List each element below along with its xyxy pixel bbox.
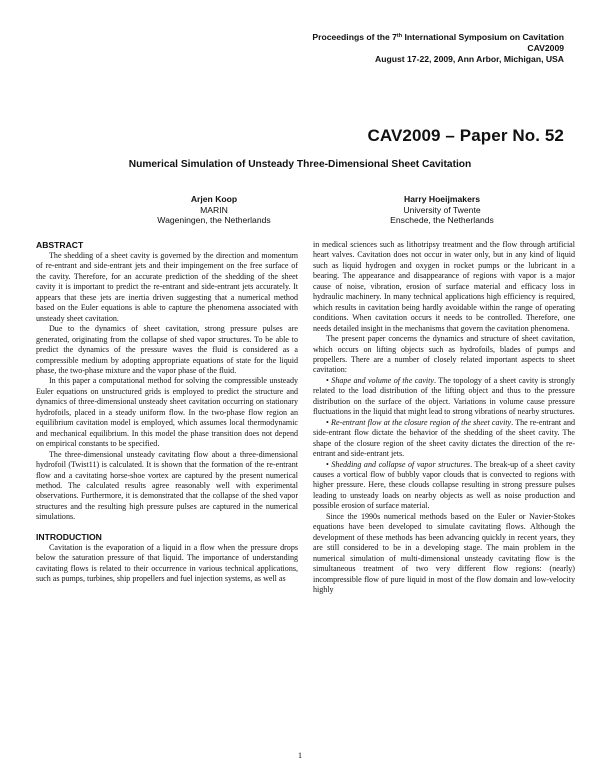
bullet-lead: Shape and volume of the cavity (331, 375, 434, 385)
bullet-item: • Shedding and collapse of vapor structures. The break-up of a sheet cavity causes a vortical flow of bubbly vapor clouds that is convected to regions with higher pressure. Here, these clouds collapse resulting in strong pressure pulses leading to unsteady loads on nearby objects as well as noise production and possible erosion of surface material. (313, 459, 575, 511)
paper-title: Numerical Simulation of Unsteady Three-Dimensional Sheet Cavitation (128, 159, 472, 170)
intro-paragraph: Since the 1990s numerical methods based on the Euler or Navier-Stokes equations have been developed to simulate cavitating flows. Although the development of these methods has been advancing quickly in recent years, they are still considered to be in a developing stage. The main problem in the numerical simulation of multi-dimensional unsteady cavitating flow is the simultaneous treatment of two very different flow regions: (nearly) incompressible flow of pure liquid in most of the flow domain and low-velocity highly (313, 511, 575, 594)
page-number: 1 (297, 750, 303, 760)
bullet-item: • Shape and volume of the cavity. The topology of a sheet cavity is strongly related to the load distribution of the lifting object and thus to the pressure distribution on the surface of the object. Variations in volume cause pressure fluctuations in the liquid that might lead to strong vibrations of nearby structures. (313, 375, 575, 417)
intro-paragraph-continued: in medical sciences such as lithotripsy treatment and the flow through artificial heart valves. Cavitation does not occur in water only, but in any kind of liquid such as liquid hydrogen and oxygen in rocket pumps or the lubricant in a bearing. The appearance and disappearance of regions with vapor is a major cause of noise, vibration, erosion of surface material and efficacy loss in hydraulic machinery. In many technical applications high efficiency is required, which results in cavitation being hardly avoidable within the range of operating conditions. When cavitation occurs it needs to be controlled. Therefore, one needs detailed insight in the mechanisms that govern the cavitation phenomena. (313, 240, 575, 333)
intro-paragraph: The present paper concerns the dynamics and structure of sheet cavitation, which occurs on lifting objects such as hydrofoils, blades of pumps and propellers. There are a number of closely related important aspects to sheet cavitation: (313, 334, 575, 375)
bullet-text: . The topology of a sheet cavity is strongly related to the load distribution of the lifting object and thus to the pressure distribution on the surface of the object. Variations in volume cause pressure fluctuations in the liquid that might lead to strong vibrations of nearby structures. (313, 375, 575, 417)
proceedings-line (312, 32, 564, 43)
bullet-item: • Re-entrant flow at the closure region of the sheet cavity. The re-entrant and side-entrant flow dictate the behavior of the shedding of the sheet cavity. The shape of the closure region of the sheet cavity dictates the direction of the re-entrant and side-entrant jets. (313, 417, 575, 459)
abstract-paragraph: The three-dimensional unsteady cavitating flow about a three-dimensional hydrofoil (Twist11) is calculated. It is shown that the formation of the re-entrant flow and a cavitating horse-shoe vortex are captured by the present numerical method. The calculated results agree reasonably well with experimental observations. Furthermore, it is demonstrated that the collapse of the shed vapor structures and the resulting high pressure pulses are captured in the numerical simulations. (36, 449, 298, 522)
author-block-1 (114, 194, 314, 226)
right-column (313, 240, 575, 595)
abstract-paragraph: The shedding of a sheet cavity is governed by the direction and momentum of re-entrant and side-entrant jets and their impingement on the free surface of the cavity. Therefore, for an accurate prediction of the shedding of the sheet cavity it is important to predict the re-entrant and side-entrant jets accurately. It appears that these jets are inertia driven suggesting that a numerical method based on the Euler equations is able to capture the phenomena associated with unsteady sheet cavitation. (36, 251, 298, 323)
proceedings-superscript: th (396, 33, 403, 39)
conference-code: CAV2009 (527, 43, 564, 54)
author-location: Enschede, the Netherlands (390, 215, 494, 226)
author-block-2 (342, 194, 542, 226)
proceedings-text: Proceedings of the 7 (312, 32, 397, 42)
author-location: Wageningen, the Netherlands (157, 215, 271, 226)
left-column (36, 240, 298, 585)
proceedings-header (312, 32, 564, 66)
bullet-lead: Shedding and collapse of vapor structures (331, 459, 471, 469)
intro-paragraph: Cavitation is the evaporation of a liquid in a flow when the pressure drops below the saturation pressure of that liquid. The importance of understanding cavitating flows is related to their occurrence in various technical applications, such as pumps, turbines, ship propellers and fuel injection systems, as well as (36, 542, 298, 584)
bullet-lead: Re-entrant flow at the closure region of the sheet cavity (331, 417, 512, 427)
abstract-heading: ABSTRACT (36, 240, 84, 250)
bullet-text: . The re-entrant and side-entrant flow dictate the behavior of the shedding of the sheet cavity. The shape of the closure region of the sheet cavity dictates the direction of the re-entrant and side-entrant jets. (313, 417, 575, 459)
paper-number: CAV2009 – Paper No. 52 (367, 126, 564, 145)
author-name: Harry Hoeijmakers (404, 194, 480, 204)
abstract-paragraph: In this paper a computational method for solving the compressible unsteady Euler equations on unstructured grids is employed to predict the structure and dynamics of three-dimensional unsteady sheet cavitation occurring on stationary hydrofoils, placed in a steady uniform flow. In the two-phase flow region an equilibrium cavitation model is employed, which assumes local thermodynamic and mechanical equilibrium. In this model the phase transition does not depend on empirical constants to be specified. (36, 376, 298, 449)
bullet-text: . The break-up of a sheet cavity causes a vortical flow of bubbly vapor clouds that is convected to regions with higher pressure. Here, these clouds collapse resulting in strong pressure pulses leading to unsteady loads on nearby objects as well as noise production and possible erosion of surface material. (313, 459, 575, 511)
author-name: Arjen Koop (190, 194, 238, 204)
introduction-heading: INTRODUCTION (36, 531, 102, 542)
abstract-paragraph: Due to the dynamics of sheet cavitation, strong pressure pulses are generated, originating from the collapse of shed vapor structures. To be able to predict the dynamics of the pressure waves the fluid is considered as a compressible medium by adopting appropriate equations of state for the liquid phase, the two-phase mixture and the vapor phase of the fluid. (36, 324, 298, 375)
author-affiliation: MARIN (200, 204, 228, 215)
author-affiliation: University of Twente (403, 204, 481, 215)
conference-dates: August 17-22, 2009, Ann Arbor, Michigan, USA (375, 54, 564, 65)
proceedings-text-rest: International Symposium on Cavitation (402, 32, 564, 42)
